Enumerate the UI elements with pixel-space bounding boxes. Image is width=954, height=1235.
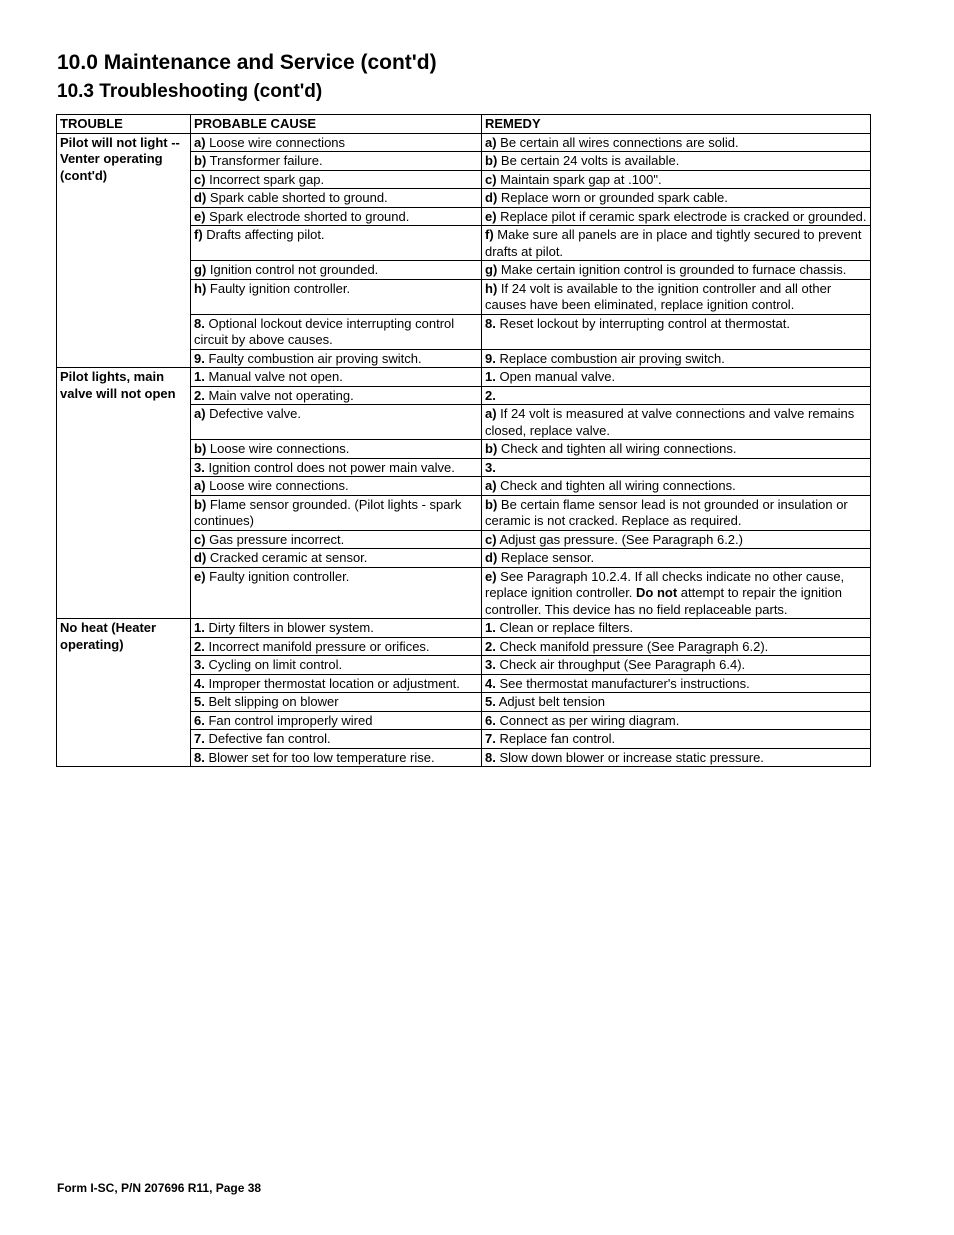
cause-cell xyxy=(191,349,482,368)
cause-text: Main valve not operating. xyxy=(204,387,354,403)
cause-number: 1. xyxy=(194,620,205,635)
cause-number: d) xyxy=(194,190,207,205)
cause-number: f) xyxy=(194,227,203,242)
remedy-cell xyxy=(482,261,871,280)
cause-number: 2. xyxy=(194,387,205,403)
cause-text: Incorrect manifold pressure or orifices. xyxy=(204,638,430,654)
cause-number: 5. xyxy=(194,694,205,709)
column-header-cause: PROBABLE CAUSE xyxy=(191,115,482,134)
cause-cell xyxy=(191,386,482,405)
remedy-cell xyxy=(482,189,871,208)
cause-text: Blower set for too low temperature rise. xyxy=(204,749,435,765)
cause-number: 9. xyxy=(194,350,205,366)
remedy-emphasis: Do not xyxy=(636,585,678,600)
cause-number: 1. xyxy=(194,369,205,384)
remedy-cell xyxy=(482,549,871,568)
remedy-text: Make sure all panels are in place and tightly secured to prevent drafts at pilot. xyxy=(485,227,862,259)
remedy-number: 2. xyxy=(485,638,496,654)
remedy-number: h) xyxy=(485,280,498,296)
remedy-cell xyxy=(482,152,871,171)
remedy-number: 3. xyxy=(485,459,496,475)
remedy-text: Replace pilot if ceramic spark electrode is cracked or grounded. xyxy=(496,208,867,224)
remedy-text: Replace combustion air proving switch. xyxy=(495,350,725,366)
remedy-number: 9. xyxy=(485,350,496,366)
cause-cell xyxy=(191,133,482,152)
cause-text: Faulty ignition controller. xyxy=(206,280,351,296)
remedy-text: Clean or replace filters. xyxy=(495,620,634,635)
cause-number: e) xyxy=(194,568,206,584)
remedy-cell xyxy=(482,711,871,730)
remedy-text: Make certain ignition control is grounded to furnace chassis. xyxy=(497,262,847,277)
table-body xyxy=(57,133,871,767)
cause-cell xyxy=(191,637,482,656)
cause-cell xyxy=(191,368,482,387)
cause-number: 7. xyxy=(194,731,205,746)
remedy-text: Check manifold pressure (See Paragraph 6.2). xyxy=(495,638,769,654)
remedy-text: Adjust gas pressure. (See Paragraph 6.2.) xyxy=(496,531,743,547)
column-header-trouble: TROUBLE xyxy=(57,115,191,134)
table-row xyxy=(57,619,871,638)
remedy-number: 1. xyxy=(485,620,496,635)
cause-text: Loose wire connections xyxy=(205,134,346,150)
remedy-text: Adjust belt tension xyxy=(495,694,605,709)
remedy-cell xyxy=(482,619,871,638)
remedy-cell xyxy=(482,748,871,767)
remedy-cell xyxy=(482,477,871,496)
trouble-cell: No heat (Heater operating) xyxy=(57,619,191,767)
remedy-text: See thermostat manufacturer's instructions. xyxy=(495,675,750,691)
cause-cell xyxy=(191,189,482,208)
remedy-cell xyxy=(482,405,871,440)
cause-number: c) xyxy=(194,531,206,547)
trouble-cell: Pilot will not light -- Venter operating (cont'd) xyxy=(57,133,191,368)
cause-text: Spark cable shorted to ground. xyxy=(206,190,388,205)
cause-text: Belt slipping on blower xyxy=(204,694,339,709)
remedy-number: d) xyxy=(485,190,498,205)
cause-cell xyxy=(191,226,482,261)
remedy-number: e) xyxy=(485,568,497,584)
remedy-number: d) xyxy=(485,550,498,565)
cause-number: a) xyxy=(194,478,206,493)
cause-number: d) xyxy=(194,550,207,565)
remedy-number: 4. xyxy=(485,675,496,691)
remedy-number: b) xyxy=(485,496,498,512)
cause-cell xyxy=(191,549,482,568)
cause-text: Gas pressure incorrect. xyxy=(205,531,345,547)
remedy-cell xyxy=(482,458,871,477)
remedy-cell xyxy=(482,170,871,189)
cause-number: b) xyxy=(194,441,207,456)
remedy-text: Be certain flame sensor lead is not grounded or insulation or ceramic is not cracked. Replace as required. xyxy=(485,496,848,528)
cause-cell xyxy=(191,314,482,349)
remedy-number: c) xyxy=(485,171,497,187)
trouble-cell: Pilot lights, main valve will not open xyxy=(57,368,191,619)
cause-cell xyxy=(191,440,482,459)
cause-text: Spark electrode shorted to ground. xyxy=(205,208,410,224)
remedy-number: g) xyxy=(485,262,498,277)
cause-text: Manual valve not open. xyxy=(204,369,343,384)
cause-number: h) xyxy=(194,280,207,296)
remedy-number: e) xyxy=(485,208,497,224)
page-title: 10.0 Maintenance and Service (cont'd) xyxy=(57,51,437,74)
remedy-text: If 24 volt is measured at valve connections and valve remains closed, replace valve. xyxy=(485,406,855,438)
cause-cell xyxy=(191,458,482,477)
table-header-row xyxy=(57,115,871,134)
remedy-cell xyxy=(482,368,871,387)
cause-number: 3. xyxy=(194,657,205,672)
remedy-cell xyxy=(482,567,871,619)
cause-text: Fan control improperly wired xyxy=(204,712,373,728)
cause-text: Drafts affecting pilot. xyxy=(202,227,325,242)
cause-text: Defective valve. xyxy=(205,406,301,421)
cause-number: 8. xyxy=(194,749,205,765)
remedy-number: b) xyxy=(485,153,498,168)
table-row xyxy=(57,368,871,387)
remedy-cell xyxy=(482,386,871,405)
cause-number: 2. xyxy=(194,638,205,654)
cause-cell xyxy=(191,279,482,314)
remedy-cell xyxy=(482,349,871,368)
section-subtitle: 10.3 Troubleshooting (cont'd) xyxy=(57,81,323,102)
remedy-number: a) xyxy=(485,406,497,421)
cause-text: Faulty ignition controller. xyxy=(205,568,350,584)
cause-text: Cracked ceramic at sensor. xyxy=(206,550,368,565)
remedy-cell xyxy=(482,207,871,226)
remedy-number: 8. xyxy=(485,749,496,765)
cause-number: e) xyxy=(194,208,206,224)
remedy-number: 6. xyxy=(485,712,496,728)
remedy-text: Replace worn or grounded spark cable. xyxy=(497,190,728,205)
cause-text: Flame sensor grounded. (Pilot lights - spark continues) xyxy=(194,496,462,528)
cause-text: Loose wire connections. xyxy=(206,441,350,456)
cause-cell xyxy=(191,567,482,619)
cause-text: Defective fan control. xyxy=(204,731,331,746)
remedy-text: Reset lockout by interrupting control at thermostat. xyxy=(495,315,790,331)
remedy-number: 7. xyxy=(485,731,496,746)
remedy-cell xyxy=(482,314,871,349)
remedy-text: Be certain 24 volts is available. xyxy=(497,153,680,168)
cause-text: Optional lockout device interrupting control circuit by above causes. xyxy=(194,315,455,347)
cause-text: Incorrect spark gap. xyxy=(205,171,325,187)
remedy-text: Check and tighten all wiring connections. xyxy=(496,478,736,493)
cause-number: 8. xyxy=(194,315,205,331)
remedy-text: Open manual valve. xyxy=(495,369,616,384)
cause-number: 4. xyxy=(194,675,205,691)
remedy-cell xyxy=(482,226,871,261)
cause-number: b) xyxy=(194,496,207,512)
table-row xyxy=(57,133,871,152)
cause-text: Cycling on limit control. xyxy=(204,657,343,672)
cause-number: 6. xyxy=(194,712,205,728)
cause-cell xyxy=(191,530,482,549)
remedy-number: 3. xyxy=(485,657,496,672)
remedy-text: Connect as per wiring diagram. xyxy=(495,712,680,728)
remedy-text: Be certain all wires connections are solid. xyxy=(496,134,739,150)
remedy-text: Check air throughput (See Paragraph 6.4). xyxy=(495,657,746,672)
remedy-number: a) xyxy=(485,478,497,493)
cause-text: Ignition control not grounded. xyxy=(206,262,379,277)
remedy-cell xyxy=(482,530,871,549)
cause-cell xyxy=(191,152,482,171)
cause-cell xyxy=(191,693,482,712)
cause-text: Transformer failure. xyxy=(206,153,323,168)
cause-cell xyxy=(191,656,482,675)
remedy-cell xyxy=(482,440,871,459)
remedy-text-tail: attempt to repair the ignition controller. This device has no field replaceable parts. xyxy=(485,585,842,617)
cause-number: c) xyxy=(194,171,206,187)
cause-text: Improper thermostat location or adjustment. xyxy=(204,675,460,691)
remedy-cell xyxy=(482,674,871,693)
cause-text: Ignition control does not power main valve. xyxy=(204,459,455,475)
cause-number: a) xyxy=(194,134,206,150)
cause-cell xyxy=(191,261,482,280)
remedy-text: See Paragraph 10.2.4. If all checks indicate no other cause, replace ignition controller. xyxy=(485,568,845,600)
cause-cell xyxy=(191,711,482,730)
remedy-number: 2. xyxy=(485,387,496,403)
cause-number: 3. xyxy=(194,459,205,475)
remedy-cell xyxy=(482,693,871,712)
remedy-text: Replace sensor. xyxy=(497,550,595,565)
remedy-cell xyxy=(482,730,871,749)
cause-cell xyxy=(191,619,482,638)
remedy-number: b) xyxy=(485,441,498,456)
cause-cell xyxy=(191,477,482,496)
troubleshooting-table xyxy=(56,114,871,767)
remedy-number: c) xyxy=(485,531,497,547)
remedy-cell xyxy=(482,495,871,530)
remedy-number: f) xyxy=(485,227,494,242)
remedy-number: 5. xyxy=(485,694,496,709)
remedy-number: 8. xyxy=(485,315,496,331)
cause-cell xyxy=(191,674,482,693)
cause-number: b) xyxy=(194,153,207,168)
remedy-text: Check and tighten all wiring connections. xyxy=(497,441,737,456)
cause-number: g) xyxy=(194,262,207,277)
cause-cell xyxy=(191,730,482,749)
remedy-cell xyxy=(482,279,871,314)
remedy-cell xyxy=(482,133,871,152)
remedy-cell xyxy=(482,637,871,656)
remedy-number: a) xyxy=(485,134,497,150)
remedy-number: 1. xyxy=(485,369,496,384)
cause-cell xyxy=(191,207,482,226)
cause-cell xyxy=(191,748,482,767)
remedy-text: Maintain spark gap at .100". xyxy=(496,171,662,187)
remedy-text: Slow down blower or increase static pressure. xyxy=(495,749,764,765)
remedy-cell xyxy=(482,656,871,675)
cause-cell xyxy=(191,170,482,189)
cause-cell xyxy=(191,405,482,440)
page-footer: Form I-SC, P/N 207696 R11, Page 38 xyxy=(57,1181,262,1195)
cause-text: Dirty filters in blower system. xyxy=(204,620,374,635)
remedy-text: Replace fan control. xyxy=(495,731,616,746)
cause-number: a) xyxy=(194,406,206,421)
remedy-text: If 24 volt is available to the ignition controller and all other causes have been eliminated, replace ignition control. xyxy=(485,280,832,312)
cause-text: Loose wire connections. xyxy=(205,478,349,493)
cause-text: Faulty combustion air proving switch. xyxy=(204,350,422,366)
cause-cell xyxy=(191,495,482,530)
column-header-remedy: REMEDY xyxy=(482,115,871,134)
